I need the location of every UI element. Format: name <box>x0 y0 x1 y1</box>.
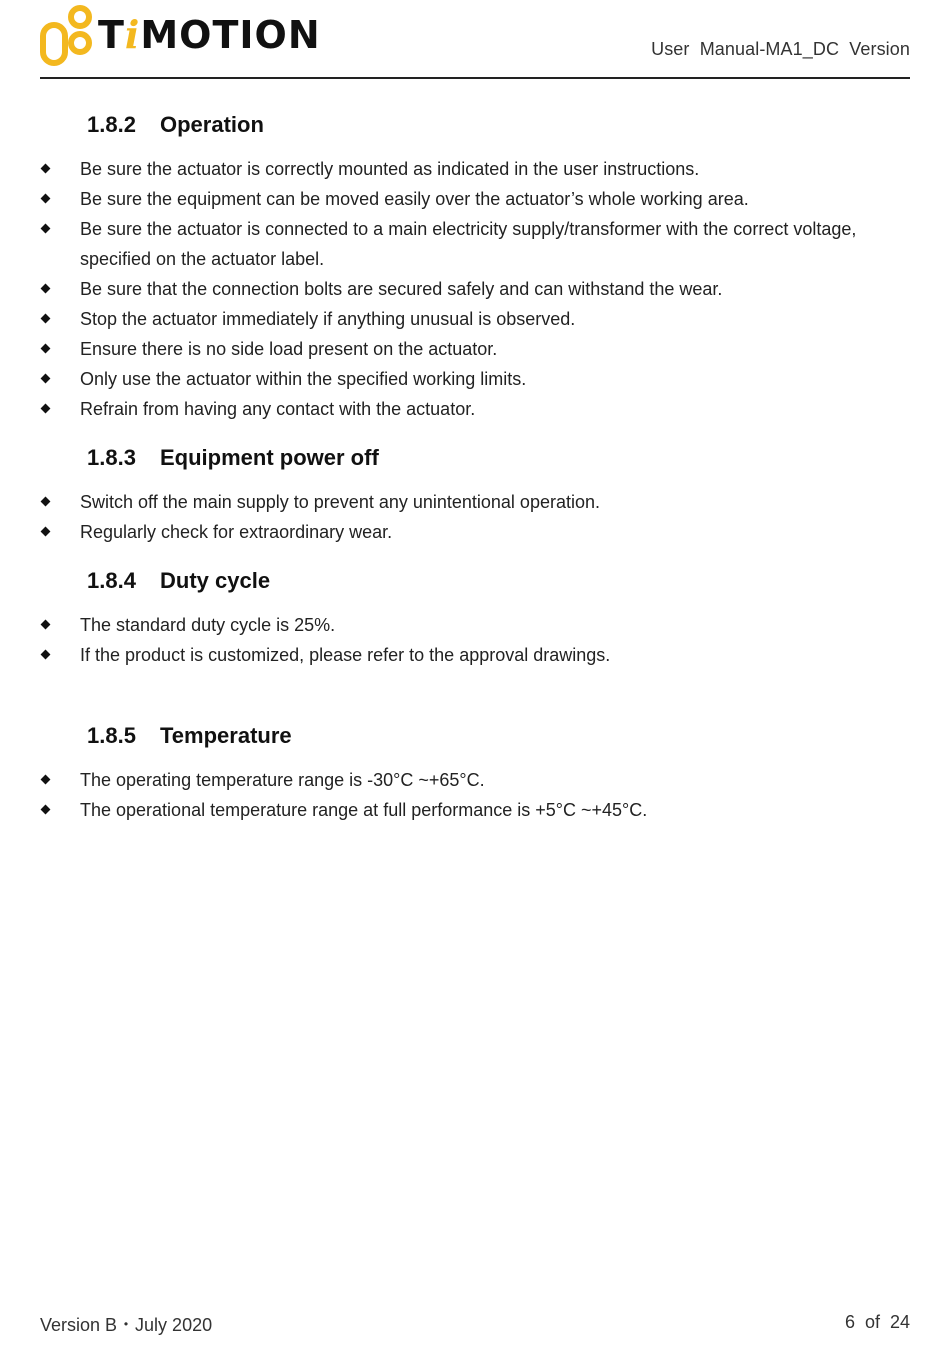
diamond-bullet-icon <box>41 224 51 234</box>
list-item: Be sure the actuator is connected to a main electricity supply/transformer with the correct voltage, specified on the actuator label. <box>40 214 910 274</box>
list-item: Be sure the equipment can be moved easily over the actuator’s whole working area. <box>40 184 910 214</box>
section-equipment-power-off <box>40 439 910 547</box>
diamond-bullet-icon <box>41 404 51 414</box>
section-title: Operation <box>160 112 264 137</box>
bullet-list <box>40 610 910 670</box>
diamond-bullet-icon <box>41 775 51 785</box>
logo-wordmark: TiMOTION <box>98 12 321 57</box>
list-item: Regularly check for extraordinary wear. <box>40 517 910 547</box>
section-heading <box>87 562 910 600</box>
section-heading <box>87 439 910 477</box>
list-item: Refrain from having any contact with the actuator. <box>40 394 910 424</box>
list-item: Switch off the main supply to prevent any unintentional operation. <box>40 487 910 517</box>
section-operation <box>40 106 910 424</box>
list-item: The operating temperature range is -30°C ~+65°C. <box>40 765 910 795</box>
diamond-bullet-icon <box>41 805 51 815</box>
diamond-bullet-icon <box>41 164 51 174</box>
diamond-bullet-icon <box>41 374 51 384</box>
list-item: Ensure there is no side load present on the actuator. <box>40 334 910 364</box>
section-heading <box>87 106 910 144</box>
diamond-bullet-icon <box>41 284 51 294</box>
diamond-bullet-icon <box>41 194 51 204</box>
list-item: Be sure that the connection bolts are secured safely and can withstand the wear. <box>40 274 910 304</box>
section-title: Equipment power off <box>160 445 379 470</box>
document-title: User Manual-MA1_DC Version <box>651 39 910 59</box>
diamond-bullet-icon <box>41 497 51 507</box>
list-item: Only use the actuator within the specified working limits. <box>40 364 910 394</box>
diamond-bullet-icon <box>41 344 51 354</box>
section-title: Duty cycle <box>160 568 271 593</box>
section-temperature <box>40 717 910 825</box>
diamond-bullet-icon <box>41 620 51 630</box>
section-title: Temperature <box>160 723 292 748</box>
page-content <box>40 106 910 825</box>
diamond-bullet-icon <box>41 650 51 660</box>
section-number: 1.8.5 <box>87 723 136 748</box>
list-item: If the product is customized, please refer to the approval drawings. <box>40 640 910 670</box>
section-heading <box>87 717 910 755</box>
section-duty-cycle <box>40 562 910 670</box>
footer-version: Version B・July 2020 <box>40 1315 213 1335</box>
bullet-list <box>40 154 910 424</box>
list-item: The operational temperature range at full performance is +5°C ~+45°C. <box>40 795 910 825</box>
list-item: Stop the actuator immediately if anything unusual is observed. <box>40 304 910 334</box>
diamond-bullet-icon <box>41 527 51 537</box>
list-item: The standard duty cycle is 25%. <box>40 610 910 640</box>
footer-page-number: 6 of 24 <box>844 1312 910 1332</box>
timotion-circles-icon <box>40 3 94 67</box>
list-item: Be sure the actuator is correctly mounted as indicated in the user instructions. <box>40 154 910 184</box>
section-number: 1.8.3 <box>87 445 136 470</box>
bullet-list <box>40 487 910 547</box>
page-header <box>40 0 910 79</box>
timotion-logo <box>40 3 321 67</box>
section-number: 1.8.4 <box>87 568 136 593</box>
bullet-list <box>40 765 910 825</box>
diamond-bullet-icon <box>41 314 51 324</box>
section-number: 1.8.2 <box>87 112 136 137</box>
